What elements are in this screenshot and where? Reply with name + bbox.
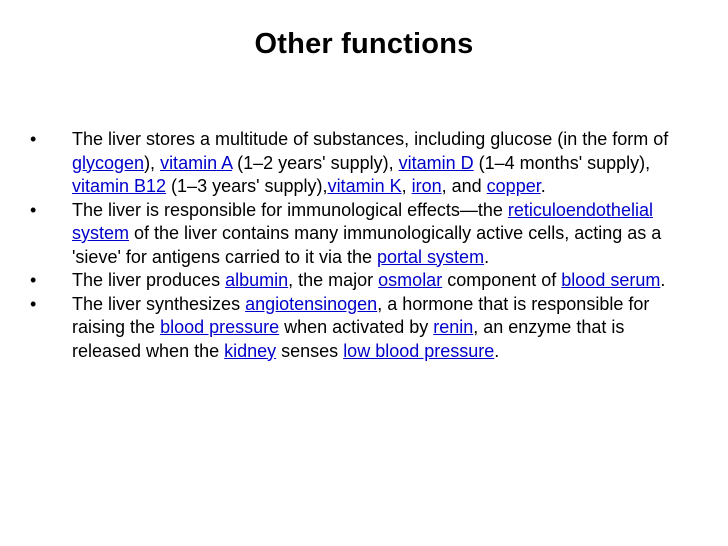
hyperlink[interactable]: copper	[486, 176, 541, 196]
bullet-text: when activated by	[279, 317, 434, 337]
bullet-text: The liver is responsible for immunological effects—the	[72, 199, 508, 220]
bullet-text: , an enzyme that is released when the	[72, 317, 625, 361]
hyperlink[interactable]: vitamin A	[160, 152, 233, 173]
hyperlink[interactable]: osmolar	[378, 270, 443, 290]
bullet-marker: •	[30, 199, 37, 220]
bullet-text: The liver stores a multitude of substances, including glucose (in the form of	[72, 129, 669, 149]
bullet-text: , the major	[288, 270, 379, 290]
hyperlink[interactable]: vitamin B12	[72, 176, 167, 196]
bullet-text: ,	[401, 176, 412, 196]
hyperlink[interactable]: reticuloendothelial system	[72, 199, 653, 243]
hyperlink[interactable]: angiotensinogen	[245, 293, 378, 314]
bullet-marker: •	[30, 293, 37, 314]
hyperlink[interactable]: vitamin D	[398, 152, 474, 173]
bullet-list	[30, 128, 698, 363]
hyperlink[interactable]: portal system	[377, 246, 485, 267]
bullet-item	[30, 199, 698, 270]
bullet-marker: •	[30, 129, 37, 149]
bullet-text: senses	[276, 340, 344, 361]
bullet-text: of the liver contains many immunologically active cells, acting as a 'sieve' for antigens carried to it via the	[72, 223, 662, 267]
bullet-text: (1–4 months' supply),	[473, 152, 651, 173]
hyperlink[interactable]: iron	[411, 176, 442, 196]
bullet-text: .	[494, 340, 500, 361]
bullet-text: The liver produces	[72, 270, 226, 290]
bullet-item	[30, 269, 698, 293]
bullet-text: (1–3 years' supply),	[166, 176, 328, 196]
hyperlink[interactable]: renin	[433, 317, 474, 337]
hyperlink[interactable]: kidney	[224, 340, 277, 361]
hyperlink[interactable]: glycogen	[72, 152, 145, 173]
bullet-text: (1–2 years' supply),	[232, 152, 399, 173]
hyperlink[interactable]: vitamin K	[327, 176, 402, 196]
bullet-text: .	[484, 246, 490, 267]
bullet-text: .	[540, 176, 546, 196]
bullet-text: , and	[441, 176, 487, 196]
bullet-text: component of	[442, 270, 562, 290]
hyperlink[interactable]: blood serum	[561, 270, 661, 290]
hyperlink[interactable]: low blood pressure	[343, 340, 495, 361]
bullet-text: .	[660, 270, 666, 290]
bullet-item	[30, 128, 698, 199]
bullet-marker: •	[30, 270, 37, 290]
bullet-text: The liver synthesizes	[72, 293, 246, 314]
hyperlink[interactable]: blood pressure	[160, 317, 280, 337]
bullet-text: , a hormone that is responsible for raising the	[72, 293, 650, 337]
hyperlink[interactable]: albumin	[225, 270, 289, 290]
bullet-item	[30, 293, 698, 364]
bullet-text: ),	[144, 152, 161, 173]
slide-title: Other functions	[254, 28, 474, 60]
